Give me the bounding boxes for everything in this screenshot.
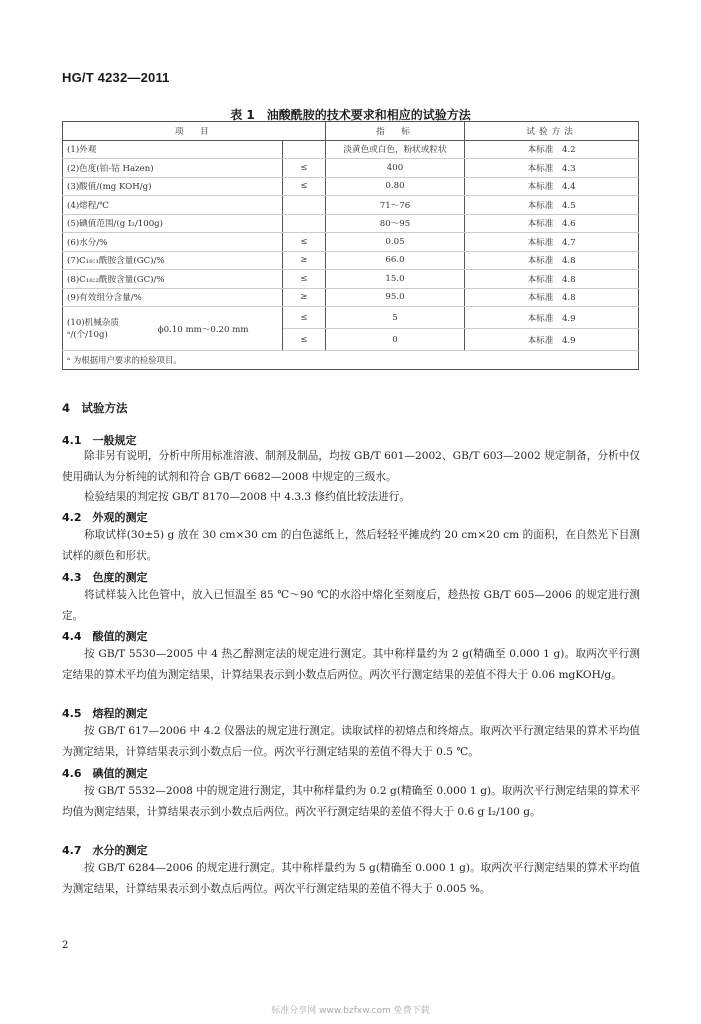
paragraph-4-4: 按 GB/T 5530—2005 中 4 热乙醇测定法的规定进行测定。其中称样量约为 2 g(精确至 0.000 1 g)。取两次平行测定结果的算术平均值为测定结果，计算结果表示到小数点后两位。两次平行测定结果的差值不得大于 0.06 mgKOH/g。 [62,648,640,681]
row-method: 本标准 4.8 [465,251,639,270]
row-method: 本标准 4.9 [465,329,639,351]
page-number: 2 [62,940,69,951]
row-value: 400 [325,159,464,178]
header-value: 指 标 [325,122,464,141]
subsection-title-4-5: 4.5 熔程的测定 [62,707,148,720]
table-row [63,159,639,178]
table-caption: 表 1 油酸酰胺的技术要求和相应的试验方法 [230,108,471,122]
row-method: 本标准 4.5 [465,196,639,215]
row-method: 本标准 4.3 [465,159,639,178]
spec-table [62,121,639,370]
row-cmp [282,214,325,233]
row-cmp: ≤ [282,177,325,196]
row-value: 15.0 [325,270,464,289]
table-row [63,251,639,270]
subsection-title-4-6: 4.6 碘值的测定 [62,767,148,780]
subsection-title-4-3: 4.3 色度的测定 [62,571,148,584]
row-value: 95.0 [325,288,464,307]
row-item: (7)C₁₈:₁酰胺含量(GC)/% [63,251,283,270]
row-value: 0.05 [325,233,464,252]
row-cmp: ≤ [282,233,325,252]
row-item: (9)有效组分含量/% [63,288,283,307]
table-row-impurity-1 [63,307,639,329]
paragraph-4-1-2: 检验结果的判定按 GB/T 8170—2008 中 4.3.3 修约值比较法进行。 [84,491,410,503]
table-header-row [63,122,639,141]
row-cmp [282,196,325,215]
row-cmp: ≥ [282,288,325,307]
subsection-title-4-4: 4.4 酸值的测定 [62,630,148,643]
row-method: 本标准 4.8 [465,270,639,289]
paragraph-4-7: 按 GB/T 6284—2006 的规定进行测定。其中称样量约为 5 g(精确至 0.000 1 g)。取两次平行测定结果的算术平均值为测定结果，计算结果表示到小数点后两位。两次平行测定结果的差值不得大于 0.005 %。 [62,862,640,895]
row-cmp [282,140,325,159]
subsection-title-4-1: 4.1 一般规定 [62,434,137,447]
row-value: 66.0 [325,251,464,270]
table-row [63,177,639,196]
impurity-label: (10)机械杂质ᵃ/(个/10g) [67,317,120,340]
row-value: 80～95 [325,214,464,233]
row-cmp: ≤ [282,307,325,329]
paragraph-4-5: 按 GB/T 617—2006 中 4.2 仪器法的规定进行测定。读取试样的初熔点和终熔点。取两次平行测定结果的算术平均值为测定结果，计算结果表示到小数点后一位。两次平行测定结果的差值不得大于 0.5 ℃。 [62,725,640,758]
watermark-footer: 标准分享网 www.bzfxw.com 免费下载 [271,1006,430,1016]
table-row [63,288,639,307]
section-title: 4 试验方法 [62,401,128,415]
row-item: (5)碘值范围/(g I₂/100g) [63,214,283,233]
standard-code-header: HG/T 4232—2011 [62,70,170,85]
table-footnote: ᵃ 为根据用户要求的检验项目。 [63,351,639,370]
row-item: (1)外观 [63,140,283,159]
row-cmp: ≤ [282,270,325,289]
row-method: 本标准 4.4 [465,177,639,196]
row-value: 0 [325,329,464,351]
row-method: 本标准 4.7 [465,233,639,252]
row-method: 本标准 4.8 [465,288,639,307]
paragraph-4-3: 将试样装入比色管中，放入已恒温至 85 ℃～90 ℃的水浴中熔化至刻度后，趁热按 GB/T 605—2006 的规定进行测定。 [62,589,640,622]
row-item: (2)色度(铂-钴 Hazen) [63,159,283,178]
row-item: (8)C₁₈:₂酰胺含量(GC)/% [63,270,283,289]
row-value: 淡黄色或白色，粉状或粒状 [325,140,464,159]
paragraph-4-2: 称取试样(30±5) g 放在 30 cm×30 cm 的白色滤纸上，然后轻轻平摊成约 20 cm×20 cm 的面积，在自然光下目测试样的颜色和形状。 [62,529,640,562]
header-item: 项 目 [63,122,326,141]
row-method: 本标准 4.2 [465,140,639,159]
row-method: 本标准 4.9 [465,307,639,329]
row-item: (4)熔程/℃ [63,196,283,215]
subsection-title-4-2: 4.2 外观的测定 [62,511,148,524]
table-row [63,233,639,252]
paragraph-4-1-1: 除非另有说明，分析中所用标准溶液、制剂及制品，均按 GB/T 601—2002、GB/T 603—2002 规定制备，分析中仅使用确认为分析纯的试剂和符合 GB/T 6682—2008 中规定的三级水。 [62,450,640,483]
table-note-row [63,351,639,370]
row-item: (6)水分/% [63,233,283,252]
subsection-title-4-7: 4.7 水分的测定 [62,844,148,857]
paragraph-4-6: 按 GB/T 5532—2008 中的规定进行测定，其中称样量约为 0.2 g(精确至 0.000 1 g)。取两次平行测定结果的算术平均值为测定结果，计算结果表示到小数点后两位。两次平行测定结果的差值不得大于 0.6 g I₂/100 g。 [62,785,640,818]
row-value: 71～76 [325,196,464,215]
header-method: 试验方法 [465,122,639,141]
row-item: (3)酸值/(mg KOH/g) [63,177,283,196]
table-row [63,270,639,289]
row-value: 0.80 [325,177,464,196]
row-cmp: ≤ [282,329,325,351]
row-value: 5 [325,307,464,329]
table-row [63,214,639,233]
impurity-item [63,307,283,351]
impurity-range-1: ϕ0.10 mm～0.20 mm [157,324,249,335]
table-row [63,196,639,215]
table-row [63,140,639,159]
row-cmp: ≥ [282,251,325,270]
row-cmp: ≤ [282,159,325,178]
row-method: 本标准 4.6 [465,214,639,233]
